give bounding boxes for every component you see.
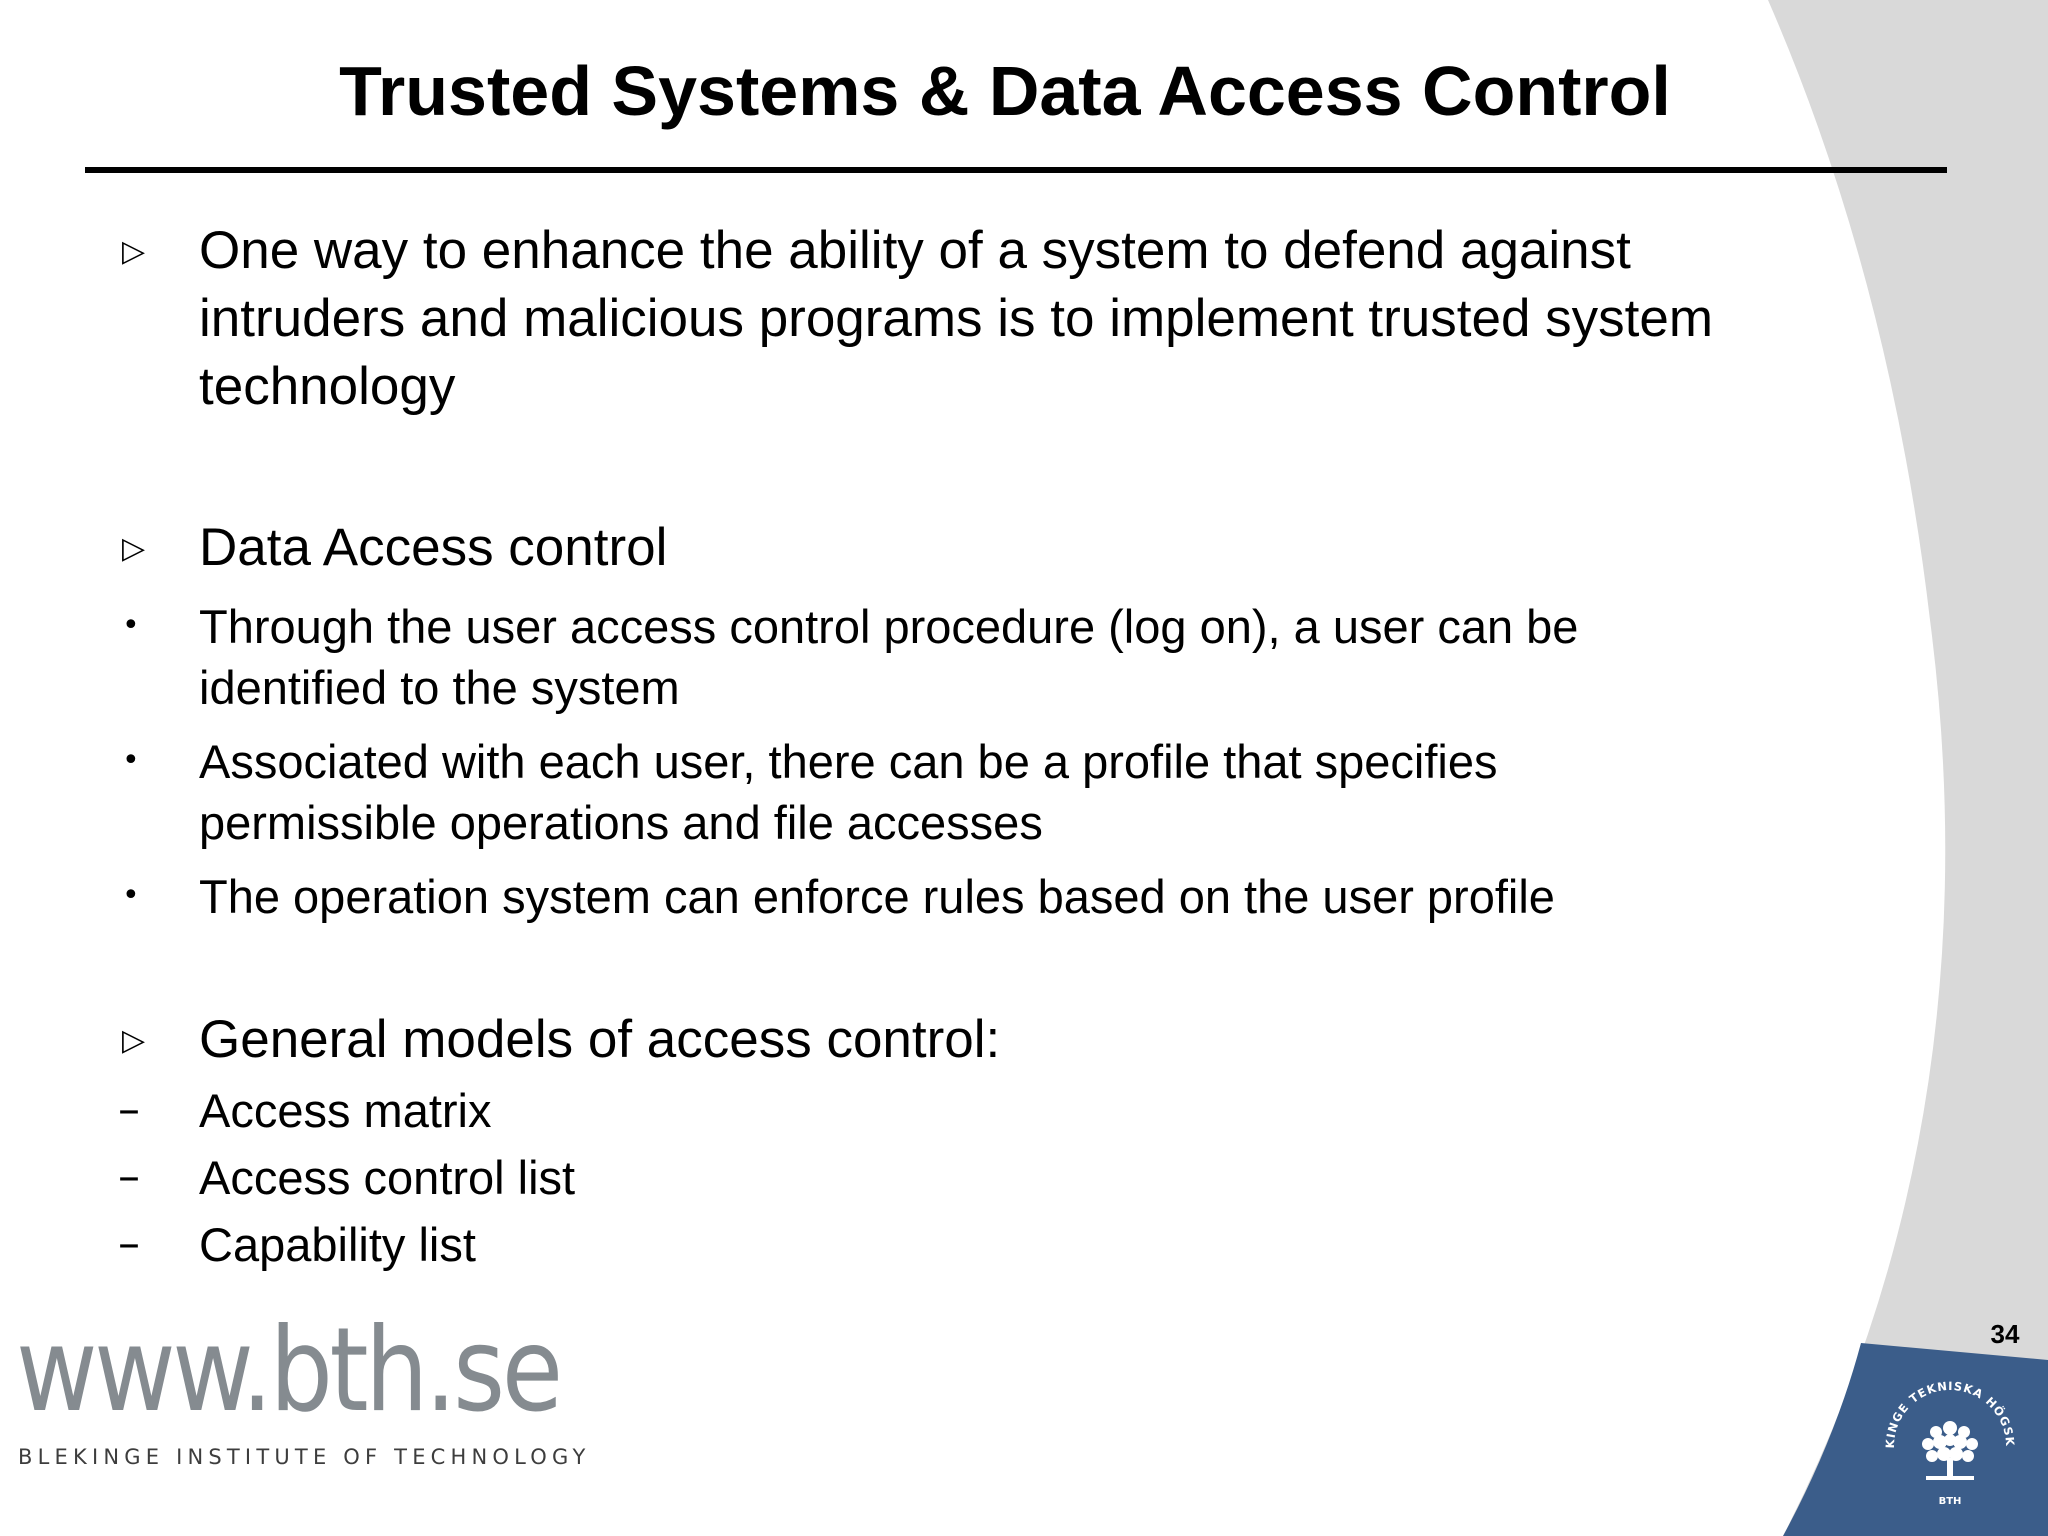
dot-bullet-icon: •	[122, 743, 140, 778]
bullet-1-line-1: Through the user access control procedure (log on), a user can be	[199, 600, 1579, 653]
dash-bullet-icon: –	[118, 1218, 140, 1269]
bullet-3-line-1: The operation system can enforce rules based on the user profile	[199, 870, 1555, 923]
section-3-heading: General models of access control:	[199, 1010, 1001, 1069]
bullet-1-line-2: identified to the system	[199, 661, 680, 714]
triangle-bullet-icon: ▷	[122, 234, 146, 269]
dot-bullet-icon: •	[122, 608, 140, 643]
bth-url-logo: www.bth.se	[16, 1303, 560, 1438]
dash-bullet-icon: –	[118, 1151, 140, 1202]
triangle-bullet-icon: ▷	[122, 531, 146, 566]
side-swoosh	[1768, 0, 2048, 1536]
institute-name: BLEKINGE INSTITUTE OF TECHNOLOGY	[18, 1445, 591, 1469]
section-1-line-3: technology	[199, 357, 456, 416]
seal-arc-text: KINGE TEKNISKA HÖGSK	[1882, 1378, 2018, 1449]
triangle-bullet-icon: ▷	[122, 1023, 146, 1058]
dash-item-2: Access control list	[199, 1151, 576, 1204]
bullet-2-line-2: permissible operations and file accesses	[199, 796, 1043, 849]
dash-item-1: Access matrix	[199, 1084, 492, 1137]
page-number: 34	[1990, 1319, 2020, 1349]
slide-title: Trusted Systems & Data Access Control	[339, 52, 1671, 130]
section-1-line-1: One way to enhance the ability of a system to defend against	[199, 221, 1631, 280]
bullet-2-line-1: Associated with each user, there can be a profile that specifies	[199, 735, 1498, 788]
seal-bottom-text: BTH	[1938, 1496, 1962, 1507]
title-divider	[85, 167, 1947, 173]
dot-bullet-icon: •	[122, 878, 140, 913]
section-2-heading: Data Access control	[199, 518, 668, 577]
dash-bullet-icon: –	[118, 1084, 140, 1135]
dash-item-3: Capability list	[199, 1218, 476, 1271]
section-1-line-2: intruders and malicious programs is to implement trusted system	[199, 289, 1714, 348]
